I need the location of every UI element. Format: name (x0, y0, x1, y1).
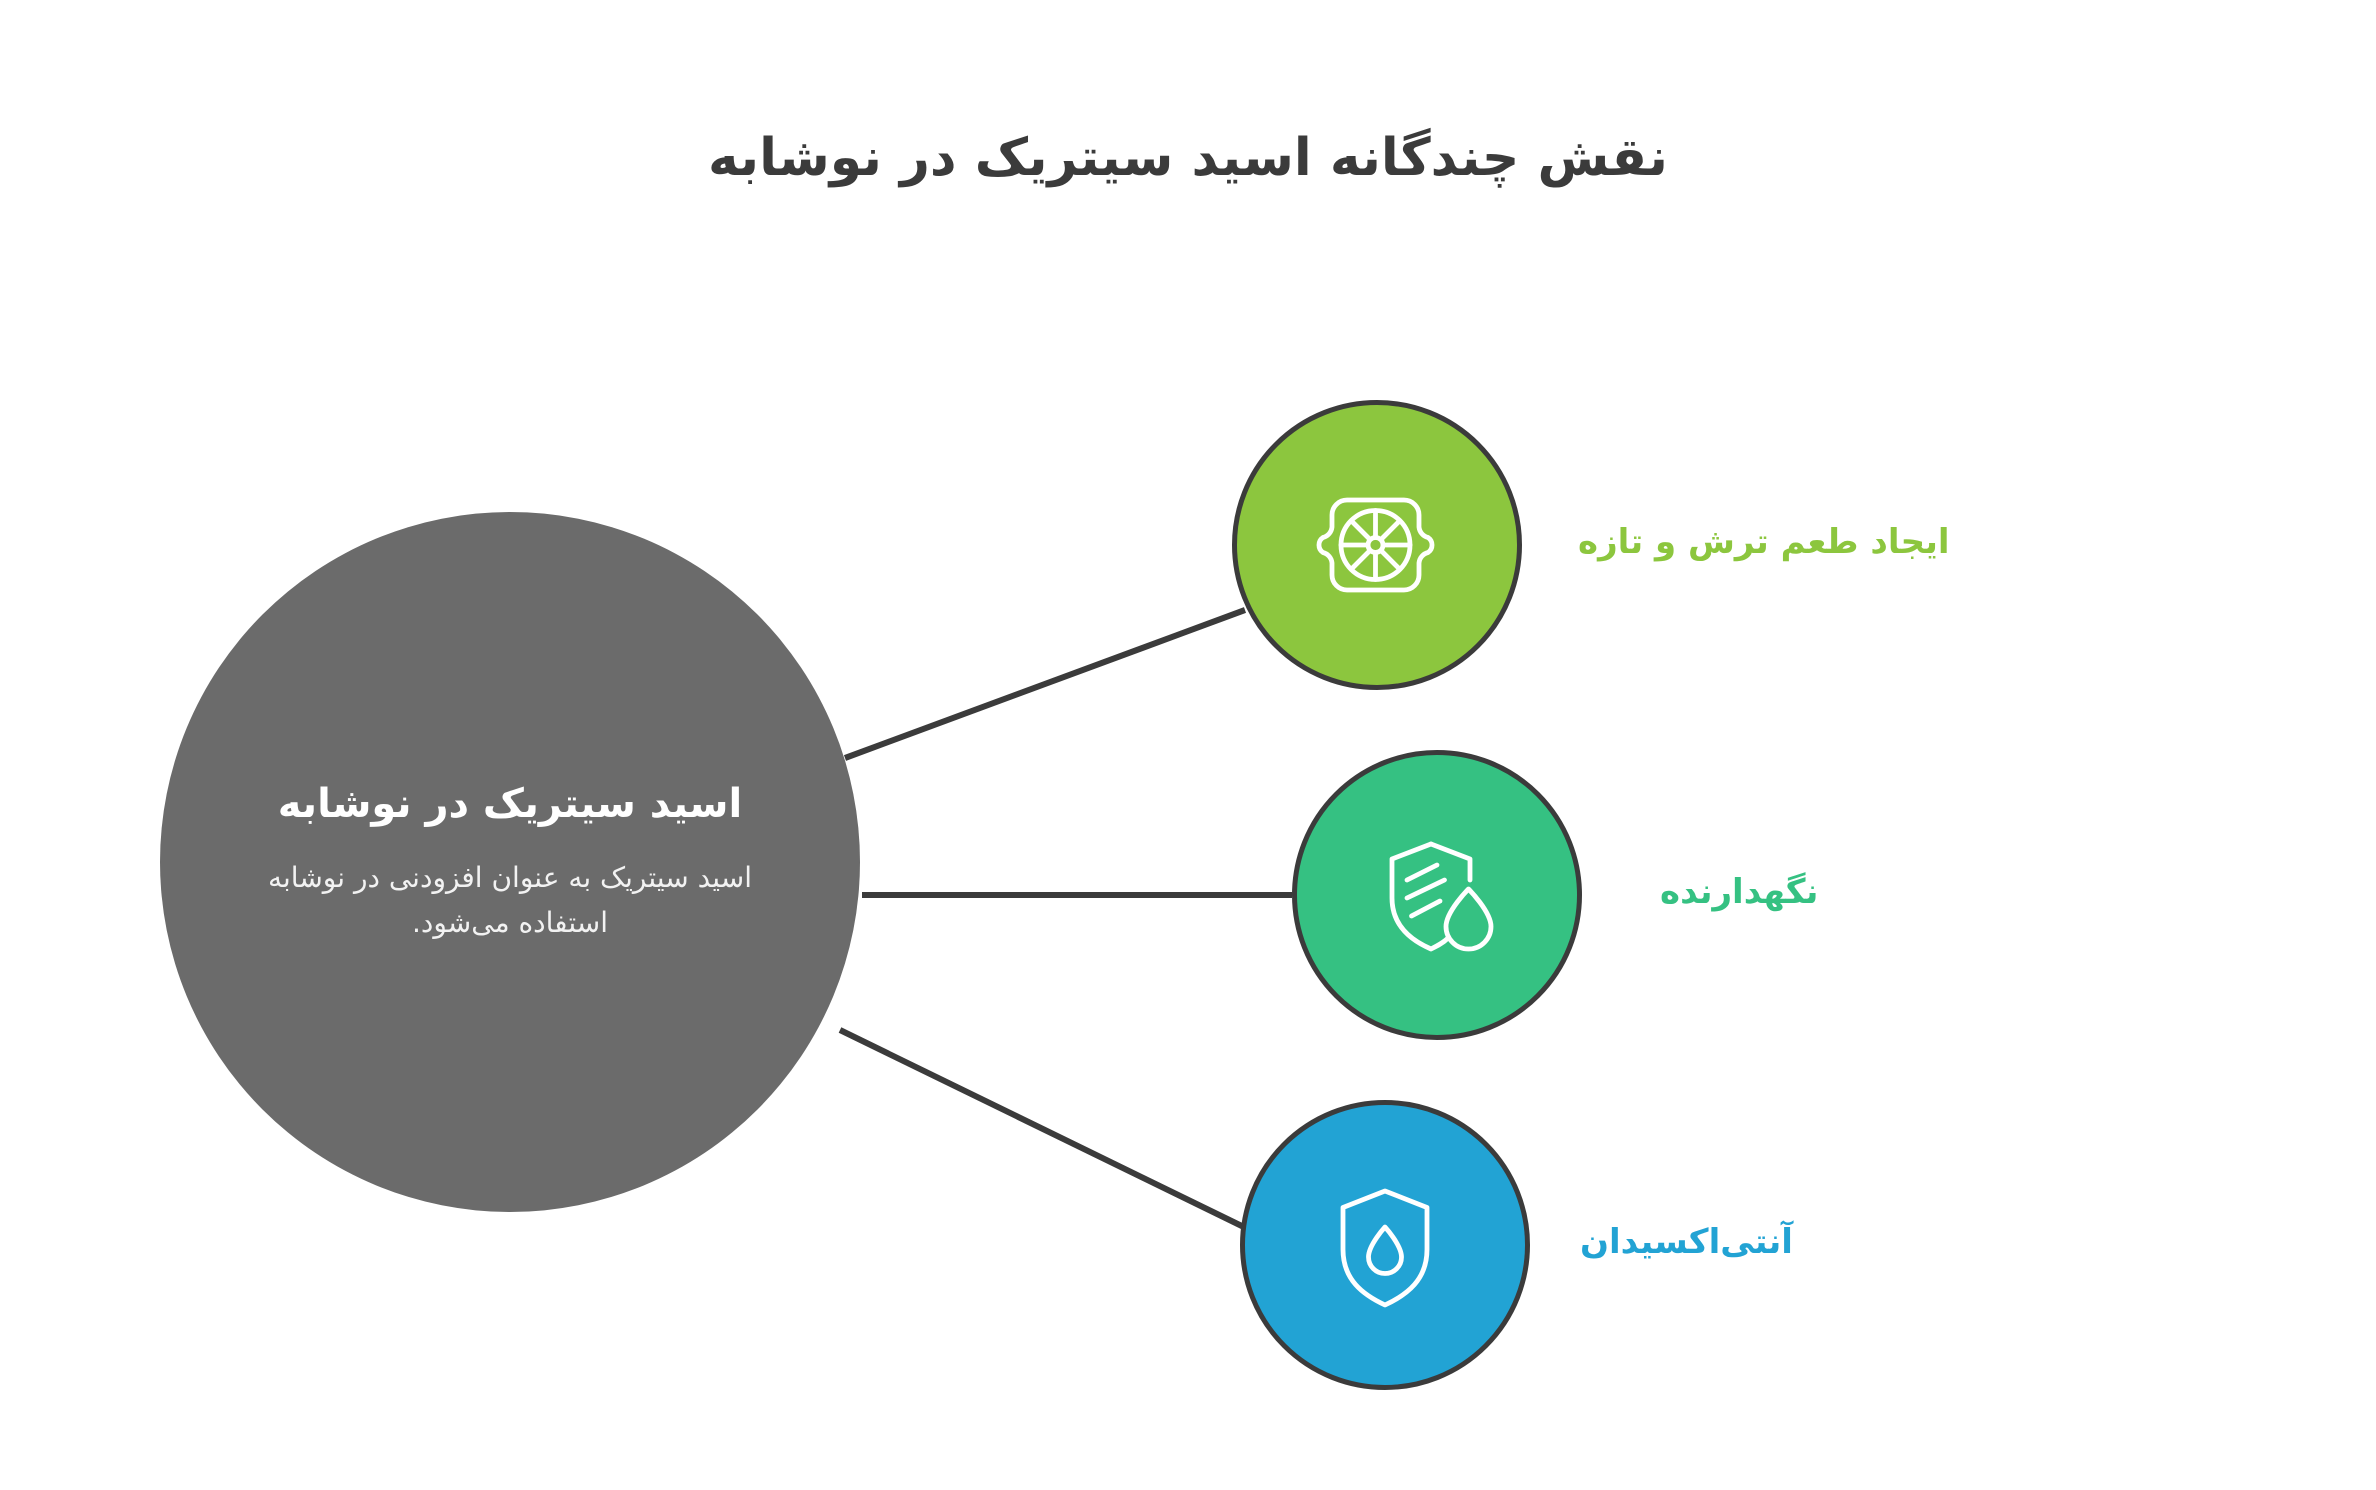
shield-droplet-icon (1362, 820, 1512, 970)
hub-description: اسید سیتریک به عنوان افزودنی در نوشابه استفاده می‌شود. (268, 861, 752, 939)
node-preservative[interactable] (1292, 750, 1582, 1040)
connector-line-3 (840, 1030, 1250, 1230)
hub-node (160, 512, 860, 1212)
page-title: نقش چندگانه اسید سیتریک در نوشابه (708, 128, 1668, 188)
node-label-preservative: نگهدارنده (1660, 872, 1819, 912)
node-label-antioxidant: آنتی‌اکسیدان (1580, 1222, 1793, 1262)
hub-title: اسید سیتریک در نوشابه (277, 781, 743, 828)
connector-line-1 (845, 610, 1245, 758)
node-label-flavor: ایجاد طعم ترش و تازه (1578, 522, 1950, 562)
node-flavor[interactable] (1232, 400, 1522, 690)
shield-drop-icon (1310, 1170, 1460, 1320)
node-antioxidant[interactable] (1240, 1100, 1530, 1390)
citrus-slice-icon (1302, 470, 1452, 620)
